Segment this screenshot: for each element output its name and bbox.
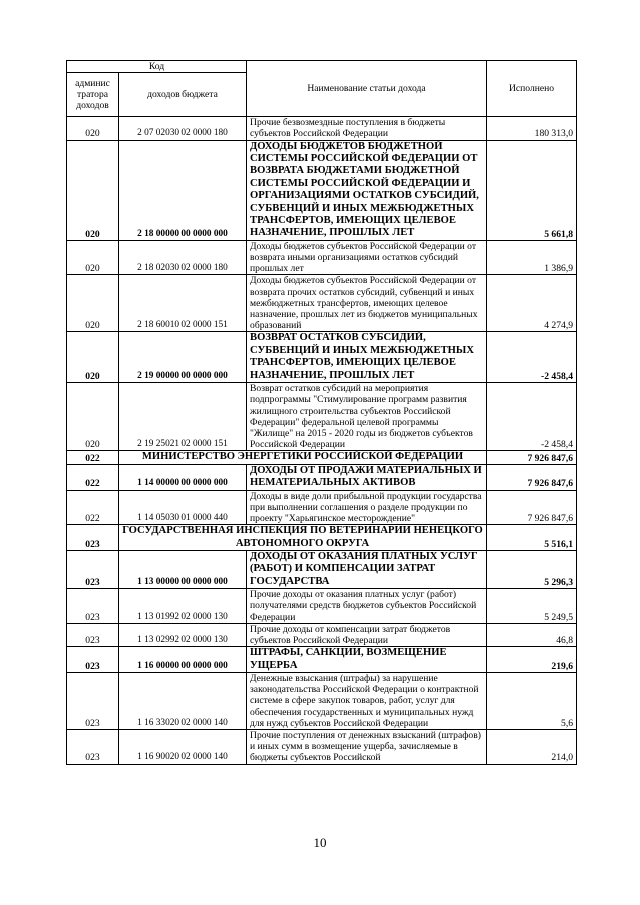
table-row (67, 550, 577, 588)
executed-value-cell: 214,0 (487, 730, 577, 765)
admin-code-cell: 020 (67, 140, 119, 240)
table-row (67, 240, 577, 275)
budget-table-sheet (66, 60, 576, 765)
table-row (67, 647, 577, 673)
revenue-name-cell: Прочие доходы от компенсации затрат бюджетов субъектов Российской Федерации (247, 623, 487, 646)
budget-code-cell: 1 13 02992 02 0000 130 (119, 623, 247, 646)
administrator-name-cell: ГОСУДАРСТВЕННАЯ ИНСПЕКЦИЯ ПО ВЕТЕРИНАРИИ НЕНЕЦКОГО АВТОНОМНОГО ОКРУГА (119, 525, 487, 551)
executed-value-cell: 5 516,1 (487, 525, 577, 551)
table-row (67, 490, 577, 525)
admin-code-cell: 022 (67, 490, 119, 525)
table-row (67, 275, 577, 332)
executed-value-cell: 5 661,8 (487, 140, 577, 240)
executed-value-cell: 46,8 (487, 623, 577, 646)
page-number: 10 (313, 835, 327, 850)
admin-code-cell: 023 (67, 673, 119, 730)
header-code-group: Код (67, 61, 247, 73)
executed-value-cell: 7 926 847,6 (487, 490, 577, 525)
budget-code-cell: 1 14 05030 01 0000 440 (119, 490, 247, 525)
table-row (67, 525, 577, 551)
executed-value-cell: -2 458,4 (487, 383, 577, 451)
admin-code-cell: 020 (67, 117, 119, 140)
table-row (67, 451, 577, 464)
admin-code-cell: 022 (67, 451, 119, 464)
admin-code-cell: 020 (67, 383, 119, 451)
budget-code-cell: 2 19 25021 02 0000 151 (119, 383, 247, 451)
revenue-name-cell: Прочие поступления от денежных взысканий (штрафов) и иных сумм в возмещение ущерба, зачисляемые в бюджеты субъектов Российской (247, 730, 487, 765)
admin-code-cell: 023 (67, 550, 119, 588)
table-row (67, 623, 577, 646)
budget-code-cell: 1 14 00000 00 0000 000 (119, 464, 247, 490)
table-body (67, 117, 577, 764)
budget-code-cell: 1 16 00000 00 0000 000 (119, 647, 247, 673)
admin-code-cell: 023 (67, 730, 119, 765)
revenue-name-cell: Доходы в виде доли прибыльной продукции государства при выполнении соглашения о разделе продукции по проекту "Харьягинское месторождение" (247, 490, 487, 525)
revenue-name-cell: Возврат остатков субсидий на мероприятия подпрограммы "Стимулирование программ развития жилищного строительства субъектов Российской Федерации" федеральной целевой программы "Жилище" на 2015 - 2020 годы из бюджетов субъектов Российской Федерации (247, 383, 487, 451)
header-name: Наименование статьи дохода (247, 61, 487, 117)
revenue-name-cell: Прочие безвозмездные поступления в бюджеты субъектов Российской Федерации (247, 117, 487, 140)
budget-code-cell: 2 19 00000 00 0000 000 (119, 332, 247, 383)
executed-value-cell: 1 386,9 (487, 240, 577, 275)
executed-value-cell: 7 926 847,6 (487, 464, 577, 490)
admin-code-cell: 022 (67, 464, 119, 490)
revenue-name-cell: ДОХОДЫ ОТ ОКАЗАНИЯ ПЛАТНЫХ УСЛУГ (РАБОТ) И КОМПЕНСАЦИИ ЗАТРАТ ГОСУДАРСТВА (247, 550, 487, 588)
header-admin-code: админис тратора доходов (67, 73, 119, 117)
executed-value-cell: 219,6 (487, 647, 577, 673)
admin-code-cell: 023 (67, 525, 119, 551)
table-row (67, 383, 577, 451)
budget-code-cell: 1 16 33020 02 0000 140 (119, 673, 247, 730)
revenue-name-cell: Доходы бюджетов субъектов Российской Федерации от возврата иными организациями остатков субсидий прошлых лет (247, 240, 487, 275)
budget-code-cell: 1 13 01992 02 0000 130 (119, 589, 247, 624)
table-row (67, 673, 577, 730)
table-row (67, 730, 577, 765)
executed-value-cell: 5 249,5 (487, 589, 577, 624)
executed-value-cell: 5 296,3 (487, 550, 577, 588)
table-row (67, 464, 577, 490)
admin-code-cell: 020 (67, 332, 119, 383)
table-row (67, 589, 577, 624)
executed-value-cell: -2 458,4 (487, 332, 577, 383)
admin-code-cell: 023 (67, 589, 119, 624)
budget-code-cell: 2 18 00000 00 0000 000 (119, 140, 247, 240)
table-row (67, 140, 577, 240)
executed-value-cell: 5,6 (487, 673, 577, 730)
table-row (67, 332, 577, 383)
revenue-name-cell: Денежные взыскания (штрафы) за нарушение законодательства Российской Федерации о контрактной системе в сфере закупок товаров, работ, услуг для обеспечения государственных и муниципальных нужд для нужд субъектов Российской Федерации (247, 673, 487, 730)
header-budget-code: доходов бюджета (119, 73, 247, 117)
revenue-name-cell: ДОХОДЫ ОТ ПРОДАЖИ МАТЕРИАЛЬНЫХ И НЕМАТЕРИАЛЬНЫХ АКТИВОВ (247, 464, 487, 490)
revenue-name-cell: Прочие доходы от оказания платных услуг (работ) получателями средств бюджетов субъектов Российской Федерации (247, 589, 487, 624)
header-executed: Исполнено (487, 61, 577, 117)
admin-code-cell: 023 (67, 623, 119, 646)
revenue-table (66, 60, 577, 765)
budget-code-cell: 1 13 00000 00 0000 000 (119, 550, 247, 588)
executed-value-cell: 7 926 847,6 (487, 451, 577, 464)
revenue-name-cell: ДОХОДЫ БЮДЖЕТОВ БЮДЖЕТНОЙ СИСТЕМЫ РОССИЙСКОЙ ФЕДЕРАЦИИ ОТ ВОЗВРАТА БЮДЖЕТАМИ БЮДЖЕТНОЙ СИСТЕМЫ РОССИЙСКОЙ ФЕДЕРАЦИИ И ОРГАНИЗАЦИЯМИ ОСТАТКОВ СУБСИДИЙ, СУБВЕНЦИЙ И ИНЫХ МЕЖБЮДЖЕТНЫХ ТРАНСФЕРТОВ, ИМЕЮЩИХ ЦЕЛЕВОЕ НАЗНАЧЕНИЕ, ПРОШЛЫХ ЛЕТ (247, 140, 487, 240)
admin-code-cell: 023 (67, 647, 119, 673)
executed-value-cell: 4 274,9 (487, 275, 577, 332)
revenue-name-cell: ВОЗВРАТ ОСТАТКОВ СУБСИДИЙ, СУБВЕНЦИЙ И ИНЫХ МЕЖБЮДЖЕТНЫХ ТРАНСФЕРТОВ, ИМЕЮЩИХ ЦЕЛЕВОЕ НАЗНАЧЕНИЕ, ПРОШЛЫХ ЛЕТ (247, 332, 487, 383)
admin-code-cell: 020 (67, 240, 119, 275)
budget-code-cell: 2 18 60010 02 0000 151 (119, 275, 247, 332)
budget-code-cell: 2 18 02030 02 0000 180 (119, 240, 247, 275)
table-row (67, 117, 577, 140)
budget-code-cell: 1 16 90020 02 0000 140 (119, 730, 247, 765)
administrator-name-cell: МИНИСТЕРСТВО ЭНЕРГЕТИКИ РОССИЙСКОЙ ФЕДЕРАЦИИ (119, 451, 487, 464)
revenue-name-cell: ШТРАФЫ, САНКЦИИ, ВОЗМЕЩЕНИЕ УЩЕРБА (247, 647, 487, 673)
executed-value-cell: 180 313,0 (487, 117, 577, 140)
admin-code-cell: 020 (67, 275, 119, 332)
revenue-name-cell: Доходы бюджетов субъектов Российской Федерации от возврата прочих остатков субсидий, субвенций и иных межбюджетных трансфертов, имеющих целевое назначение, прошлых лет из бюджетов муниципальных образований (247, 275, 487, 332)
budget-code-cell: 2 07 02030 02 0000 180 (119, 117, 247, 140)
